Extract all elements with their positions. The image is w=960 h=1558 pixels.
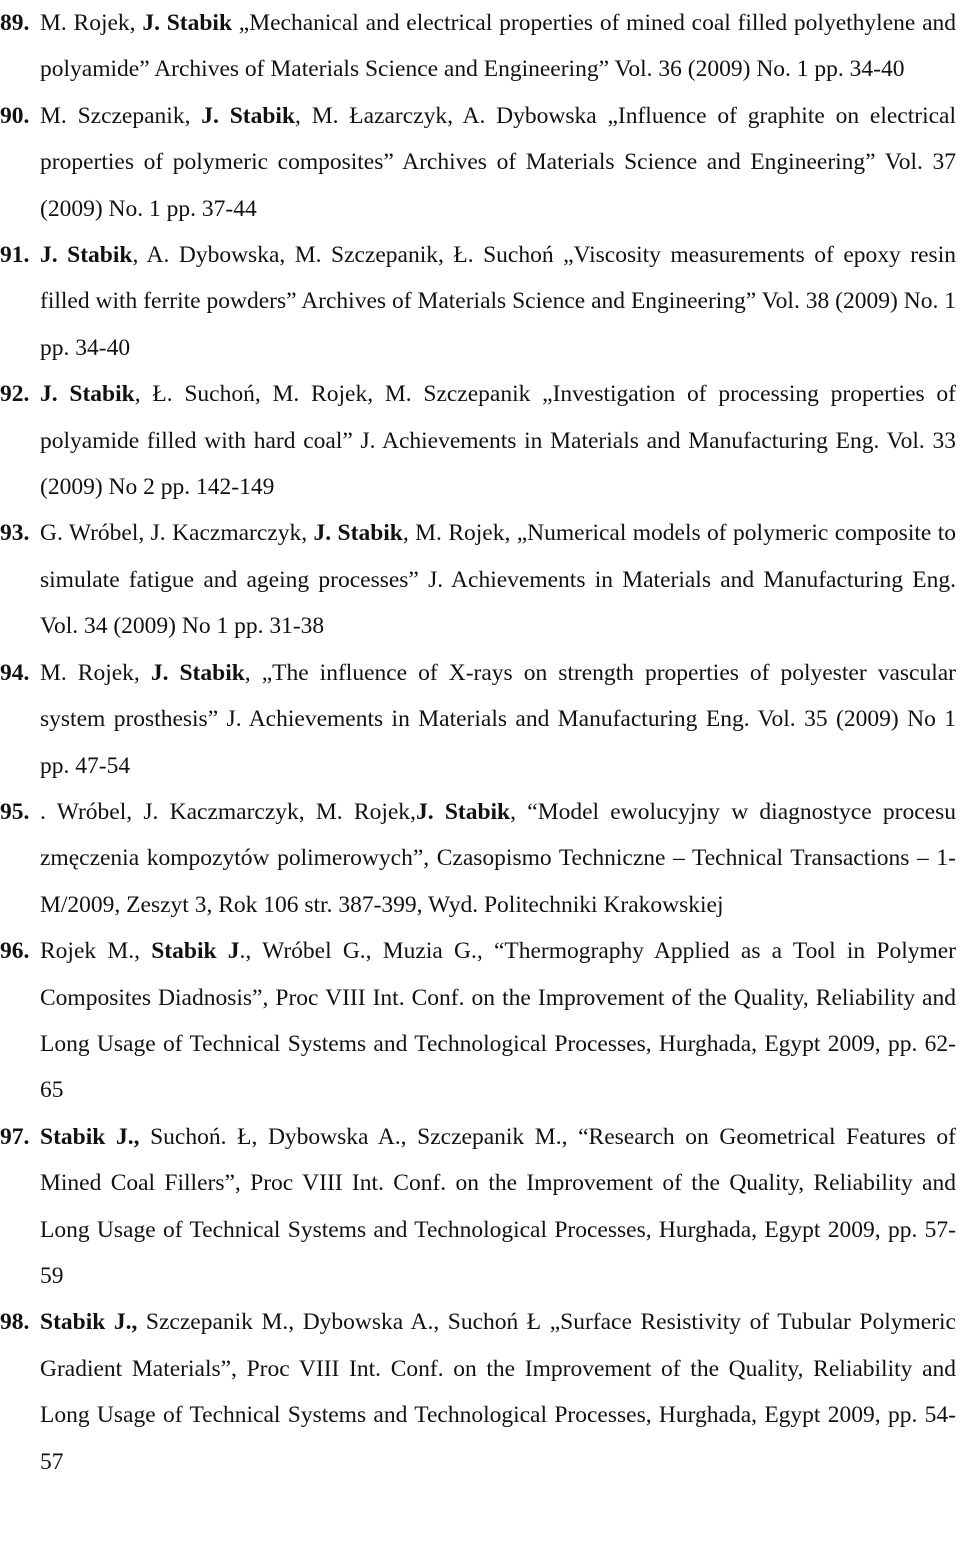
reference-item	[0, 789, 956, 928]
author-highlight: Stabik J.,	[40, 1309, 138, 1336]
reference-number: 92.	[0, 381, 30, 408]
reference-segment: M. Rojek,	[40, 659, 151, 686]
reference-text	[40, 242, 956, 361]
reference-number: 91.	[0, 242, 30, 269]
author-highlight: Stabik J	[151, 938, 240, 965]
reference-item	[0, 232, 956, 371]
reference-item	[0, 510, 956, 649]
reference-segment: G. Wróbel, J. Kaczmarczyk,	[40, 520, 314, 547]
reference-number: 90.	[0, 102, 30, 129]
author-highlight: Stabik J.,	[40, 1123, 140, 1150]
author-highlight: J. Stabik	[313, 520, 403, 547]
reference-item	[0, 928, 956, 1114]
reference-number: 94.	[0, 659, 30, 686]
author-highlight: J. Stabik	[142, 10, 233, 36]
reference-segment: , M. Łazarczyk, A. Dybowska „Influence of graphite on electrical properties of polymeric composites” Archives of Materials Science and Engineering” Vol. 37 (2009) No. 1 pp. 37-44	[40, 102, 956, 222]
reference-segment: Rojek M.,	[40, 938, 152, 965]
author-highlight: J. Stabik	[415, 798, 511, 825]
reference-item	[0, 1114, 956, 1300]
reference-segment: , M. Rojek, „Numerical models of polymeric composite to simulate fatigue and ageing processes” J. Achievements in Materials and Manufacturing Eng. Vol. 34 (2009) No 1 pp. 31-38	[40, 520, 956, 640]
reference-number: 96.	[0, 938, 30, 965]
reference-segment: , „The influence of X-rays on strength properties of polyester vascular system prosthesis” J. Achievements in Materials and Manufacturing Eng. Vol. 35 (2009) No 1 pp. 47-54	[40, 659, 956, 779]
reference-item	[0, 0, 956, 93]
reference-segment: . Wróbel, J. Kaczmarczyk, M. Rojek,	[40, 798, 416, 825]
reference-number: 98.	[0, 1309, 30, 1336]
reference-segment: „Mechanical and electrical properties of mined coal filled polyethylene and polyamide” Archives of Materials Science and Engineering” Vol. 36 (2009) No. 1 pp. 34-40	[40, 10, 956, 83]
author-highlight: J. Stabik	[150, 659, 245, 686]
author-highlight: J. Stabik	[40, 381, 135, 408]
reference-text	[40, 103, 956, 222]
reference-text	[40, 660, 956, 779]
reference-text	[40, 381, 956, 500]
reference-number: 95.	[0, 798, 30, 825]
reference-text	[40, 938, 956, 1103]
author-highlight: J. Stabik	[201, 102, 296, 129]
reference-segment: Szczepanik M., Dybowska A., Suchoń Ł „Surface Resistivity of Tubular Polymeric Gradient Materials”, Proc VIII Int. Conf. on the Improvement of the Quality, Reliability and Long Usage of Technical Systems and Technological Processes, Hurghada, Egypt 2009, pp. 54-57	[40, 1309, 956, 1475]
reference-item	[0, 650, 956, 789]
reference-text	[40, 520, 956, 639]
reference-item	[0, 371, 956, 510]
reference-number: 93.	[0, 520, 30, 547]
reference-segment: , Ł. Suchoń, M. Rojek, M. Szczepanik „Investigation of processing properties of polyamide filled with hard coal” J. Achievements in Materials and Manufacturing Eng. Vol. 33 (2009) No 2 pp. 142-149	[40, 381, 956, 501]
reference-text	[40, 799, 956, 918]
reference-number: 89.	[0, 10, 30, 36]
reference-segment: ., Wróbel G., Muzia G., “Thermography Applied as a Tool in Polymer Composites Diadnosis”, Proc VIII Int. Conf. on the Improvement of the Quality, Reliability and Long Usage of Technical Systems and Technological Processes, Hurghada, Egypt 2009, pp. 62-65	[40, 938, 957, 1104]
reference-text	[40, 1124, 956, 1289]
reference-segment: , A. Dybowska, M. Szczepanik, Ł. Suchoń „Viscosity measurements of epoxy resin filled with ferrite powders” Archives of Materials Science and Engineering” Vol. 38 (2009) No. 1 pp. 34-40	[40, 242, 956, 361]
reference-text	[40, 1309, 956, 1474]
reference-segment: , “Model ewolucyjny w diagnostyce procesu zmęczenia kompozytów polimerowych”, Czasopismo Techniczne – Technical Transactions – 1-M/2009, Zeszyt 3, Rok 106 str. 387-399, Wyd. Politechniki Krakowskiej	[40, 798, 956, 918]
reference-number: 97.	[0, 1123, 30, 1150]
reference-segment: M. Szczepanik,	[40, 102, 202, 129]
reference-text	[40, 10, 956, 82]
reference-item	[0, 93, 956, 232]
reference-segment: M. Rojek,	[40, 10, 143, 36]
author-highlight: J. Stabik	[40, 242, 133, 269]
reference-segment: Suchoń. Ł, Dybowska A., Szczepanik M., “Research on Geometrical Features of Mined Coal Fillers”, Proc VIII Int. Conf. on the Improvement of the Quality, Reliability and Long Usage of Technical Systems and Technological Processes, Hurghada, Egypt 2009, pp. 57-59	[40, 1123, 956, 1289]
reference-item	[0, 1299, 956, 1485]
